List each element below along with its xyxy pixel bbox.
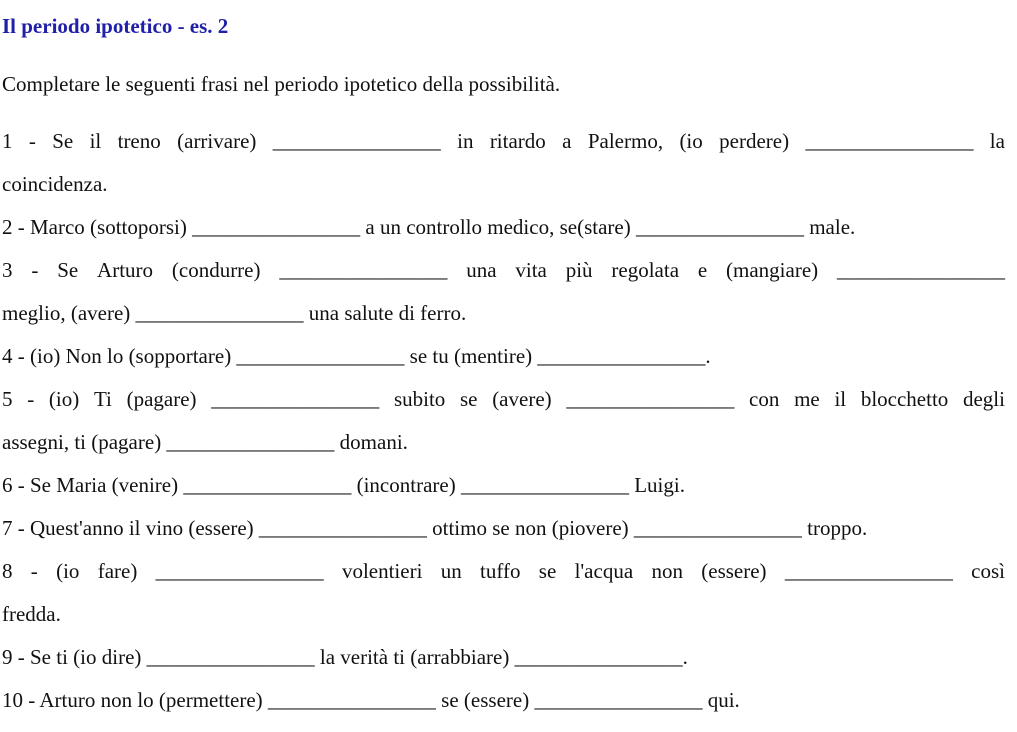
instruction: Completare le seguenti frasi nel periodo ipotetico della possibilità. (2, 72, 561, 96)
sentence-5-cont: assegni, ti (pagare) ________________ domani. (2, 430, 408, 454)
answer-blank: ________________ (155, 559, 324, 583)
answer-blank: ________________ (805, 129, 974, 153)
sentence-8: 8 - (io fare) ________________ volentieri un tuffo se l'acqua non (essere) ________________ così (2, 559, 1005, 583)
sentence-1: 1 - Se il treno (arrivare) ________________ in ritardo a Palermo, (io perdere) ________________ la (2, 129, 1005, 153)
sentence-5: 5 - (io) Ti (pagare) ________________ subito se (avere) ________________ con me il blocchetto degli (2, 387, 1005, 411)
sentence-10: 10 - Arturo non lo (permettere) ________________ se (essere) ________________ qui. (2, 688, 740, 712)
answer-blank: ________________ (211, 387, 380, 411)
sentence-2: 2 - Marco (sottoporsi) ________________ a un controllo medico, se(stare) ________________ male. (2, 215, 856, 239)
sentence-3-cont: meglio, (avere) ________________ una salute di ferro. (2, 301, 467, 325)
sentence-3: 3 - Se Arturo (condurre) ________________ una vita più regolata e (mangiare) ________________ (2, 258, 1005, 282)
answer-blank: ________________ (784, 559, 953, 583)
answer-blank: ________________ (566, 387, 735, 411)
sentence-4: 4 - (io) Non lo (sopportare) ________________ se tu (mentire) ________________. (2, 344, 711, 368)
sentence-1-cont: coincidenza. (2, 172, 108, 196)
answer-blank: ________________ (837, 258, 1005, 282)
answer-blank: ________________ (272, 129, 441, 153)
sentence-7: 7 - Quest'anno il vino (essere) ________________ ottimo se non (piovere) ________________ troppo. (2, 516, 868, 540)
page-title: Il periodo ipotetico - es. 2 (2, 14, 229, 38)
sentence-9: 9 - Se ti (io dire) ________________ la verità ti (arrabbiare) ________________. (2, 645, 688, 669)
sentence-6: 6 - Se Maria (venire) ________________ (incontrare) ________________ Luigi. (2, 473, 685, 497)
sentence-8-cont: fredda. (2, 602, 61, 626)
answer-blank: ________________ (279, 258, 448, 282)
